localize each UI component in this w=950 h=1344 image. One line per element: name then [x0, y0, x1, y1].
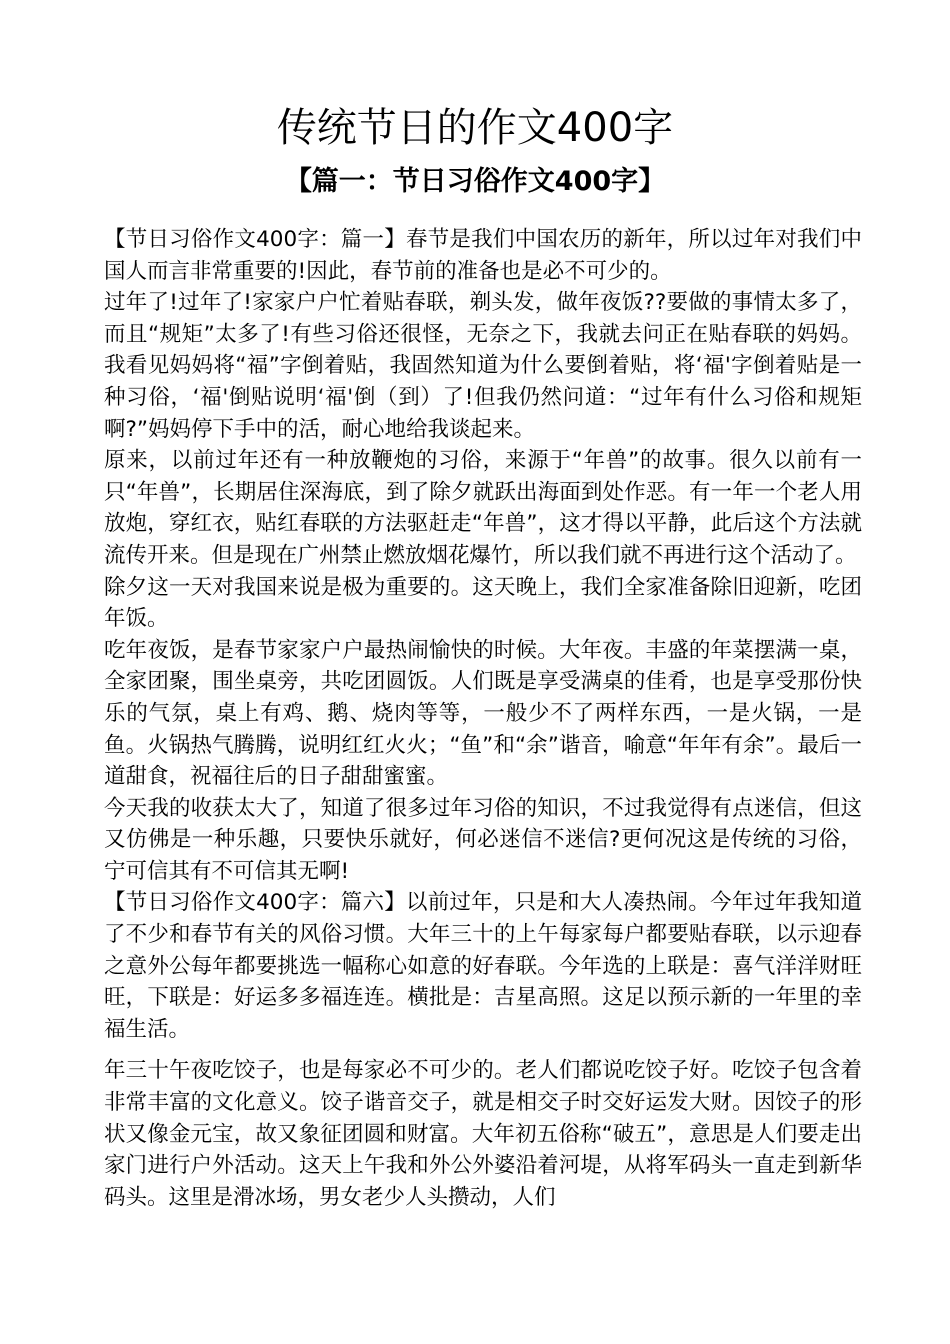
- paragraph: 【节日习俗作文400字：篇一】春节是我们中国农历的新年，所以过年对我们中国人而言非常重要的!因此，春节前的准备也是必不可少的。: [104, 227, 862, 284]
- paragraph: 除夕这一天对我国来说是极为重要的。这天晚上，我们全家准备除旧迎新，吃团年饭。: [104, 574, 862, 632]
- document-body: [104, 224, 862, 1213]
- paragraph: 今天我的收获太大了，知道了很多过年习俗的知识，不过我觉得有点迷信，但这又仿佛是一种乐趣，只要快乐就好，何必迷信不迷信?更何况这是传统的习俗，宁可信其有不可信其无啊!: [104, 795, 862, 884]
- paragraph: 原来，以前过年还有一种放鞭炮的习俗，来源于“年兽”的故事。很久以前有一只“年兽”，长期居住深海底，到了除夕就跃出海面到处作恶。有一年一个老人用放炮，穿红衣，贴红春联的方法驱赶走“年兽”，这才得以平静，此后这个方法就流传开来。但是现在广州禁止燃放烟花爆竹，所以我们就不再进行这个活动了。: [104, 448, 862, 568]
- document-subtitle: 【篇一：节日习俗作文400字】: [284, 166, 666, 197]
- paragraph: 吃年夜饭，是春节家家户户最热闹愉快的时候。大年夜。丰盛的年菜摆满一桌，全家团聚，围坐桌旁，共吃团圆饭。人们既是享受满桌的佳肴，也是享受那份快乐的气氛，桌上有鸡、鹅、烧肉等等，一般少不了两样东西，一是火锅，一是鱼。火锅热气腾腾，说明红红火火；“鱼”和“余”谐音，喻意“年年有余”。最后一道甜食，祝福往后的日子甜甜蜜蜜。: [104, 637, 862, 790]
- paragraph: 过年了!过年了!家家户户忙着贴春联，剃头发，做年夜饭??要做的事情太多了，而且“规矩”太多了!有些习俗还很怪，无奈之下，我就去问正在贴春联的妈妈。我看见妈妈将“福”字倒着贴，我固然知道为什么要倒着贴，将‘福'字倒着贴是一种习俗，‘福'倒贴说明‘福'倒（到）了!但我仍然问道：“过年有什么习俗和规矩啊?”妈妈停下手中的活，耐心地给我谈起来。: [104, 290, 862, 442]
- paragraph: 年三十午夜吃饺子，也是每家必不可少的。老人们都说吃饺子好。吃饺子包含着非常丰富的文化意义。饺子谐音交子，就是相交子时交好运发大财。因饺子的形状又像金元宝，故又象征团圆和财富。大年初五俗称“破五”，意思是人们要走出家门进行户外活动。这天上午我和外公外婆沿着河堤，从将军码头一直走到新华码头。这里是滑冰场，男女老少人头攒动，人们: [104, 1058, 862, 1210]
- document-title: 传统节日的作文400字: [276, 105, 674, 151]
- paragraph: 【节日习俗作文400字：篇六】以前过年，只是和大人凑热闹。今年过年我知道了不少和春节有关的风俗习惯。大年三十的上午每家每户都要贴春联，以示迎春之意外公每年都要挑选一幅称心如意的好春联。今年选的上联是：喜气洋洋财旺旺，下联是：好运多多福连连。横批是：吉星高照。这足以预示新的一年里的幸福生活。: [104, 890, 862, 1042]
